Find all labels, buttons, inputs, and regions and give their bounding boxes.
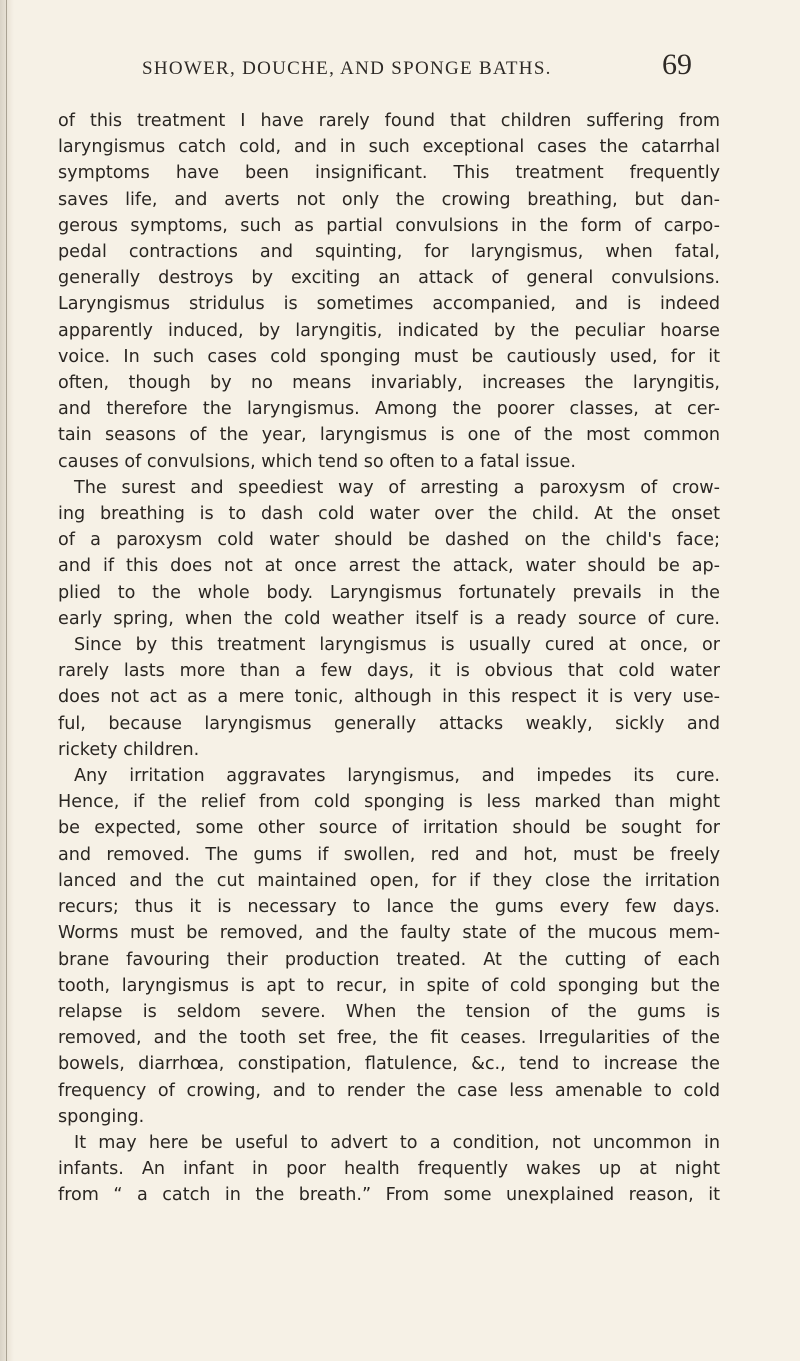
- page-gutter: [0, 0, 14, 1361]
- text-line: gerous symptoms, such as partial convulsions in the form of carpo-: [58, 215, 720, 236]
- text-line: It may here be useful to advert to a condition, not uncommon in: [74, 1132, 720, 1153]
- text-line: generally destroys by exciting an attack of general convulsions.: [58, 268, 720, 289]
- text-line: The surest and speediest way of arresting a paroxysm of crow-: [74, 477, 720, 498]
- text-line: from “ a catch in the breath.” From some unexplained reason, it: [58, 1185, 720, 1206]
- text-line: Any irritation aggravates laryngismus, and impedes its cure.: [74, 766, 720, 787]
- text-line: early spring, when the cold weather itself is a ready source of cure.: [58, 608, 720, 629]
- text-line: of a paroxysm cold water should be dashed on the child's face;: [58, 530, 720, 551]
- text-line: of this treatment I have rarely found that children suffering from: [58, 111, 720, 131]
- text-line: ful, because laryngismus generally attacks weakly, sickly and: [58, 713, 720, 734]
- text-line: rarely lasts more than a few days, it is obvious that cold water: [58, 661, 720, 682]
- text-line: brane favouring their production treated. At the cutting of each: [58, 949, 720, 970]
- text-line: rickety children.: [58, 739, 200, 760]
- text-line: Since by this treatment laryngismus is usually cured at once, or: [74, 635, 720, 656]
- body-text: [58, 108, 720, 1209]
- text-line: and if this does not at once arrest the attack, water should be ap-: [58, 556, 720, 577]
- text-line: apparently induced, by laryngitis, indicated by the peculiar hoarse: [58, 320, 720, 341]
- text-line: be expected, some other source of irritation should be sought for: [58, 818, 720, 839]
- text-line: ing breathing is to dash cold water over the child. At the onset: [58, 504, 720, 525]
- page-number: 69: [662, 48, 692, 81]
- text-line: pedal contractions and squinting, for laryngismus, when fatal,: [58, 242, 720, 263]
- gutter-edge-line: [6, 0, 7, 1361]
- running-head: SHOWER, DOUCHE, AND SPONGE BATHS.: [142, 58, 552, 79]
- text-line: recurs; thus it is necessary to lance the gums every few days.: [58, 897, 720, 918]
- text-line: frequency of crowing, and to render the case less amenable to cold: [58, 1080, 720, 1101]
- text-line: Laryngismus stridulus is sometimes accompanied, and is indeed: [58, 294, 720, 315]
- text-line: does not act as a mere tonic, although in this respect it is very use-: [58, 687, 720, 708]
- text-line: plied to the whole body. Laryngismus fortunately prevails in the: [58, 582, 720, 603]
- text-line: often, though by no means invariably, increases the laryngitis,: [58, 373, 720, 394]
- text-line: bowels, diarrhœa, constipation, flatulence, &c., tend to increase the: [58, 1054, 720, 1075]
- text-line: removed, and the tooth set free, the fit ceases. Irregularities of the: [58, 1028, 720, 1049]
- text-line: tooth, laryngismus is apt to recur, in spite of cold sponging but the: [58, 975, 720, 996]
- text-line: Hence, if the relief from cold sponging is less marked than might: [58, 792, 720, 813]
- text-line: voice. In such cases cold sponging must be cautiously used, for it: [58, 346, 720, 367]
- text-line: saves life, and averts not only the crowing breathing, but dan-: [58, 189, 720, 210]
- text-line: Worms must be removed, and the faulty state of the mucous mem-: [58, 923, 720, 944]
- text-line: and therefore the laryngismus. Among the poorer classes, at cer-: [58, 399, 720, 420]
- text-line: lanced and the cut maintained open, for if they close the irritation: [58, 870, 720, 891]
- text-line: tain seasons of the year, laryngismus is one of the most common: [58, 425, 720, 446]
- text-line: sponging.: [58, 1106, 145, 1127]
- text-line: causes of convulsions, which tend so often to a fatal issue.: [58, 451, 576, 472]
- text-line: infants. An infant in poor health frequently wakes up at night: [58, 1159, 720, 1180]
- text-line: and removed. The gums if swollen, red and hot, must be freely: [58, 844, 720, 865]
- text-line: laryngismus catch cold, and in such exceptional cases the catarrhal: [58, 137, 720, 158]
- text-line: relapse is seldom severe. When the tension of the gums is: [58, 1001, 720, 1022]
- text-line: symptoms have been insignificant. This treatment frequently: [58, 163, 720, 184]
